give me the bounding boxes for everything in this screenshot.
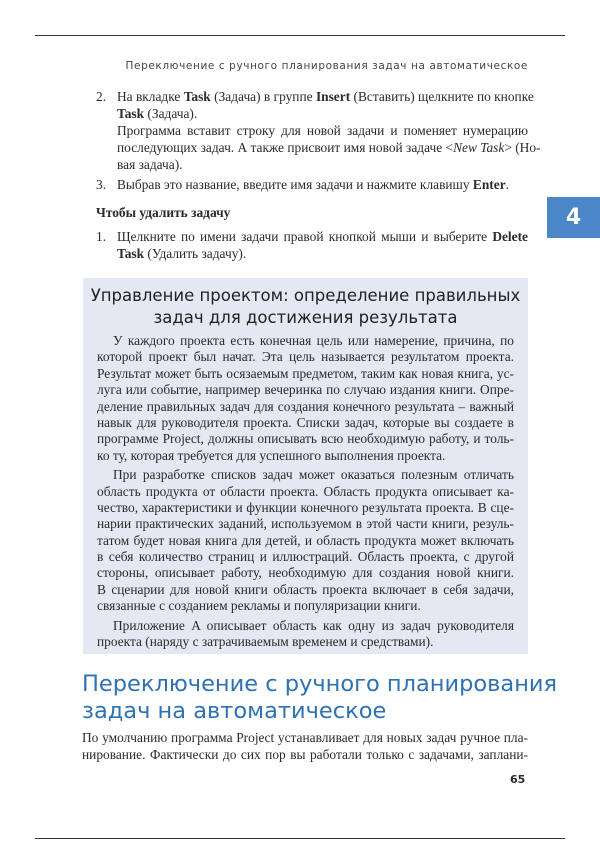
title-line: задач для достижения результата bbox=[153, 308, 458, 327]
list-item-step-3 bbox=[96, 176, 528, 193]
sidebar-paragraph bbox=[97, 467, 514, 615]
text-line: навык для руководителя проекта. Списки задач, которые вы создаете в bbox=[97, 414, 514, 430]
page-number: 65 bbox=[510, 773, 526, 786]
text-line: связанные с созданием рекламы и популяризации книги. bbox=[97, 598, 421, 614]
sidebar-box bbox=[83, 278, 528, 654]
text-line: Приложение A описывает область как одну из задач руководителя bbox=[113, 617, 514, 633]
step-number: 3. bbox=[96, 177, 107, 192]
text-line: татом будет новая книга для детей, и область продукта может включать bbox=[97, 532, 514, 548]
text-line: нарии практических заданий, используемом в этой части книги, резуль- bbox=[97, 516, 514, 532]
text-line: чество, характеристики и функции конечного результата проекта. В сце- bbox=[97, 499, 514, 515]
sidebar-title bbox=[83, 285, 528, 329]
top-rule bbox=[35, 35, 565, 36]
chapter-tab: 4 bbox=[547, 197, 600, 238]
text: . bbox=[505, 177, 510, 192]
intro-paragraph bbox=[82, 729, 528, 763]
sidebar-body bbox=[97, 333, 514, 650]
text: На вкладке bbox=[117, 89, 184, 104]
list-item-step-2 bbox=[96, 88, 541, 173]
text-line: ко ту, которая требуется для успешного выполнения проекта. bbox=[97, 447, 446, 463]
text-line: которой проект был начат. Эта цель называется результатом проекта. bbox=[97, 349, 514, 365]
text-line: У каждого проекта есть конечная цель или намерение, причина, по bbox=[113, 333, 514, 348]
ui-term: Task bbox=[117, 106, 145, 121]
text-line: стороны, описывает работу, необходимую для создания новой книги. bbox=[97, 565, 514, 581]
subheading-delete-task: Чтобы удалить задачу bbox=[96, 205, 231, 220]
heading-line: задач на автоматическое bbox=[82, 698, 387, 724]
text-line: в себя количество страниц и иллюстраций. Область проекта, с другой bbox=[97, 549, 514, 565]
title-line: Управление проектом: определение правильных bbox=[90, 286, 521, 305]
text-line: проекта (наряду с затрачиваемым временем и средствами). bbox=[97, 634, 434, 650]
text: Выбрав это название, введите имя задачи и нажмите клавишу bbox=[117, 177, 473, 192]
note-line: вая задача). bbox=[117, 157, 183, 172]
step-number: 1. bbox=[96, 229, 107, 244]
running-header: Переключение с ручного планирования задач на автоматическое bbox=[125, 60, 528, 72]
ui-term: Enter bbox=[472, 177, 506, 192]
bottom-rule bbox=[35, 838, 565, 839]
sidebar-paragraph bbox=[97, 618, 514, 651]
text: (Вставить) щелкните по кнопке bbox=[350, 89, 534, 104]
text: последующих задач. А также присвоит имя новой задаче < bbox=[117, 140, 454, 155]
text-line: область продукта от области проекта. Область продукта описывает ка- bbox=[97, 483, 514, 499]
ui-term: Insert bbox=[315, 89, 351, 104]
step-number: 2. bbox=[96, 89, 107, 104]
text-line: Результат может быть осязаемым предметом, таким как новая книга, ус- bbox=[97, 365, 514, 381]
text-line: При разработке списков задач может оказаться полезным отличать bbox=[113, 467, 514, 483]
ui-term: Task bbox=[183, 89, 211, 104]
section-heading bbox=[82, 671, 557, 725]
text-line: В сценарии для новой книги область проекта включает в себя задачи, bbox=[97, 581, 514, 597]
text-line: деление правильных задач для создания конечного результата – важный bbox=[97, 398, 514, 414]
list-item-delete-step-1 bbox=[96, 228, 528, 262]
text-line: нирование. Фактически до сих пор вы работали только с задачами, заплани- bbox=[82, 747, 528, 762]
text: Щелкните по имени задачи правой кнопкой мыши и выберите bbox=[117, 229, 493, 244]
note-line: Программа вставит строку для новой задачи и поменяет нумерацию bbox=[117, 123, 528, 138]
text-line: По умолчанию программа Project устанавливает для новых задач ручное пла- bbox=[82, 730, 528, 745]
ui-term: Delete bbox=[492, 229, 528, 244]
text-line: луга или событие, например вечеринка по случаю издания книги. Опре- bbox=[97, 382, 514, 398]
text: (Задача) в группе bbox=[210, 89, 316, 104]
text-line: программе Project, должны описывать всю необходимую работу, и толь- bbox=[97, 431, 514, 447]
sidebar-paragraph bbox=[97, 333, 514, 464]
text: > (Но- bbox=[504, 140, 541, 155]
text: (Задача). bbox=[144, 106, 198, 121]
heading-line: Переключение с ручного планирования bbox=[82, 671, 558, 697]
text: (Удалить задачу). bbox=[144, 246, 247, 261]
italic-term: New Task bbox=[453, 140, 505, 155]
ui-term: Task bbox=[117, 246, 145, 261]
